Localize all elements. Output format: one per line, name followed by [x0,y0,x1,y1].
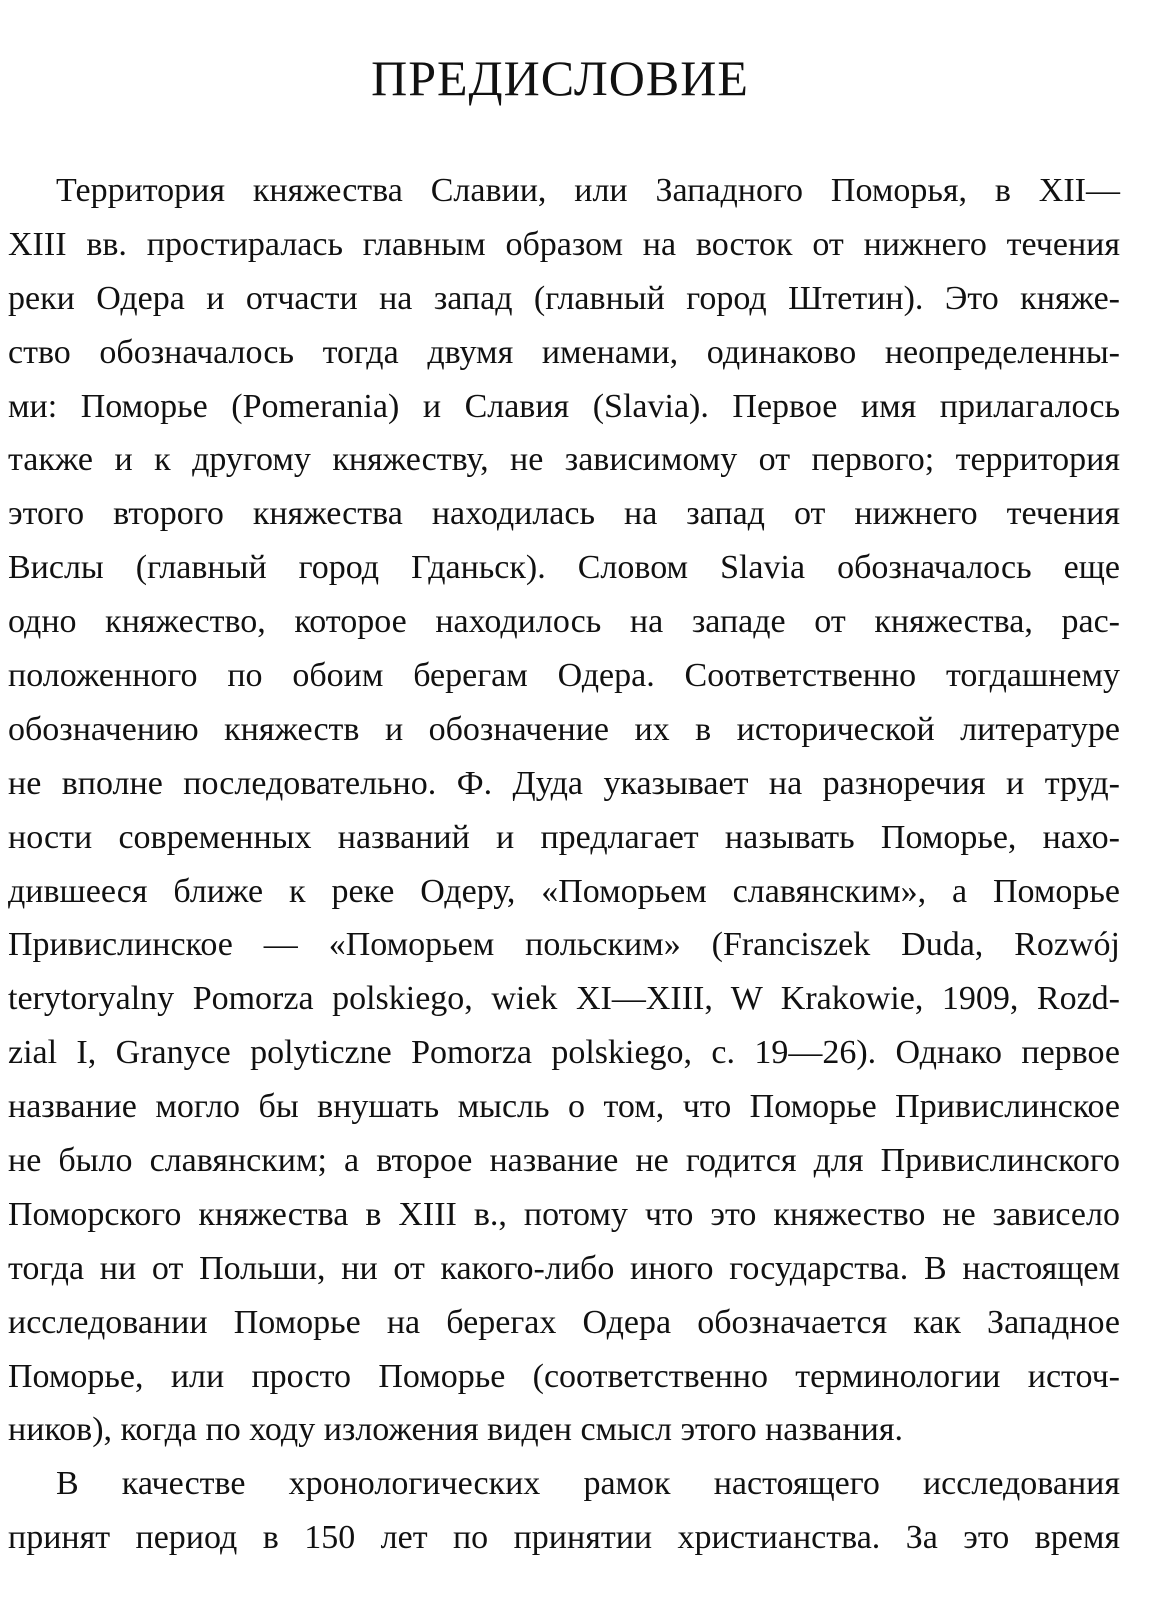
text-line: этого второго княжества находилась на запад от нижнего течения [8,495,1120,533]
text-line: Поморского княжества в XIII в., потому что это княжество не зависело [8,1195,1120,1233]
text-line: terytoryalny Pomorza polskiego, wiek XI—XIII, W Krakowie, 1909, Rozd- [8,980,1120,1018]
text-line: ми: Поморье (Pomerania) и Славия (Slavia). Первое имя прилагалось [8,387,1120,425]
text-line: В качестве хронологических рамок настоящего исследования [56,1465,1120,1503]
text-line: Территория княжества Славии, или Западного Поморья, в XII— [56,172,1120,209]
page-title: ПРЕДИСЛОВИЕ [371,50,749,106]
text-line: zial I, Granyce polyticzne Pomorza polskiego, с. 19—26). Однако первое [8,1034,1120,1072]
text-line: одно княжество, которое находилось на западе от княжества, рас- [8,603,1120,641]
text-line: принят период в 150 лет по принятии христианства. За это время [8,1519,1120,1557]
text-line: положенного по обоим берегам Одера. Соответственно тогдашнему [8,657,1120,695]
text-line: ности современных названий и предлагает называть Поморье, нахо- [8,818,1120,856]
text-line: название могло бы внушать мысль о том, что Поморье Привислинское [8,1088,1120,1126]
text-line: обозначению княжеств и обозначение их в исторической литературе [8,710,1120,748]
text-line: дившееся ближе к реке Одеру, «Поморьем славянским», а Поморье [8,872,1120,910]
text-line: ников), когда по ходу изложения виден смысл этого названия. [8,1411,904,1449]
text-line: тогда ни от Польши, ни от какого-либо иного государства. В настоящем [8,1249,1120,1287]
text-line: XIII вв. простиралась главным образом на восток от нижнего течения [8,225,1120,263]
text-line: Привислинское — «Поморьем польским» (Franciszek Duda, Rozwój [8,926,1120,964]
text-line: реки Одера и отчасти на запад (главный город Штетин). Это княже- [8,279,1120,317]
text-line: ство обозначалось тогда двумя именами, одинаково неопределенны- [8,333,1120,371]
body-text [8,164,1120,1565]
text-line: Вислы (главный город Гданьск). Словом Slavia обозначалось еще [8,549,1120,587]
text-line: не было славянским; а второе название не годится для Привислинского [8,1142,1120,1180]
text-line: исследовании Поморье на берегах Одера обозначается как Западное [8,1303,1120,1341]
text-line: также и к другому княжеству, не зависимому от первого; территория [8,441,1120,479]
text-line: не вполне последовательно. Ф. Дуда указывает на разноречия и труд- [8,764,1120,802]
text-line: Поморье, или просто Поморье (соответственно терминологии источ- [8,1357,1120,1395]
